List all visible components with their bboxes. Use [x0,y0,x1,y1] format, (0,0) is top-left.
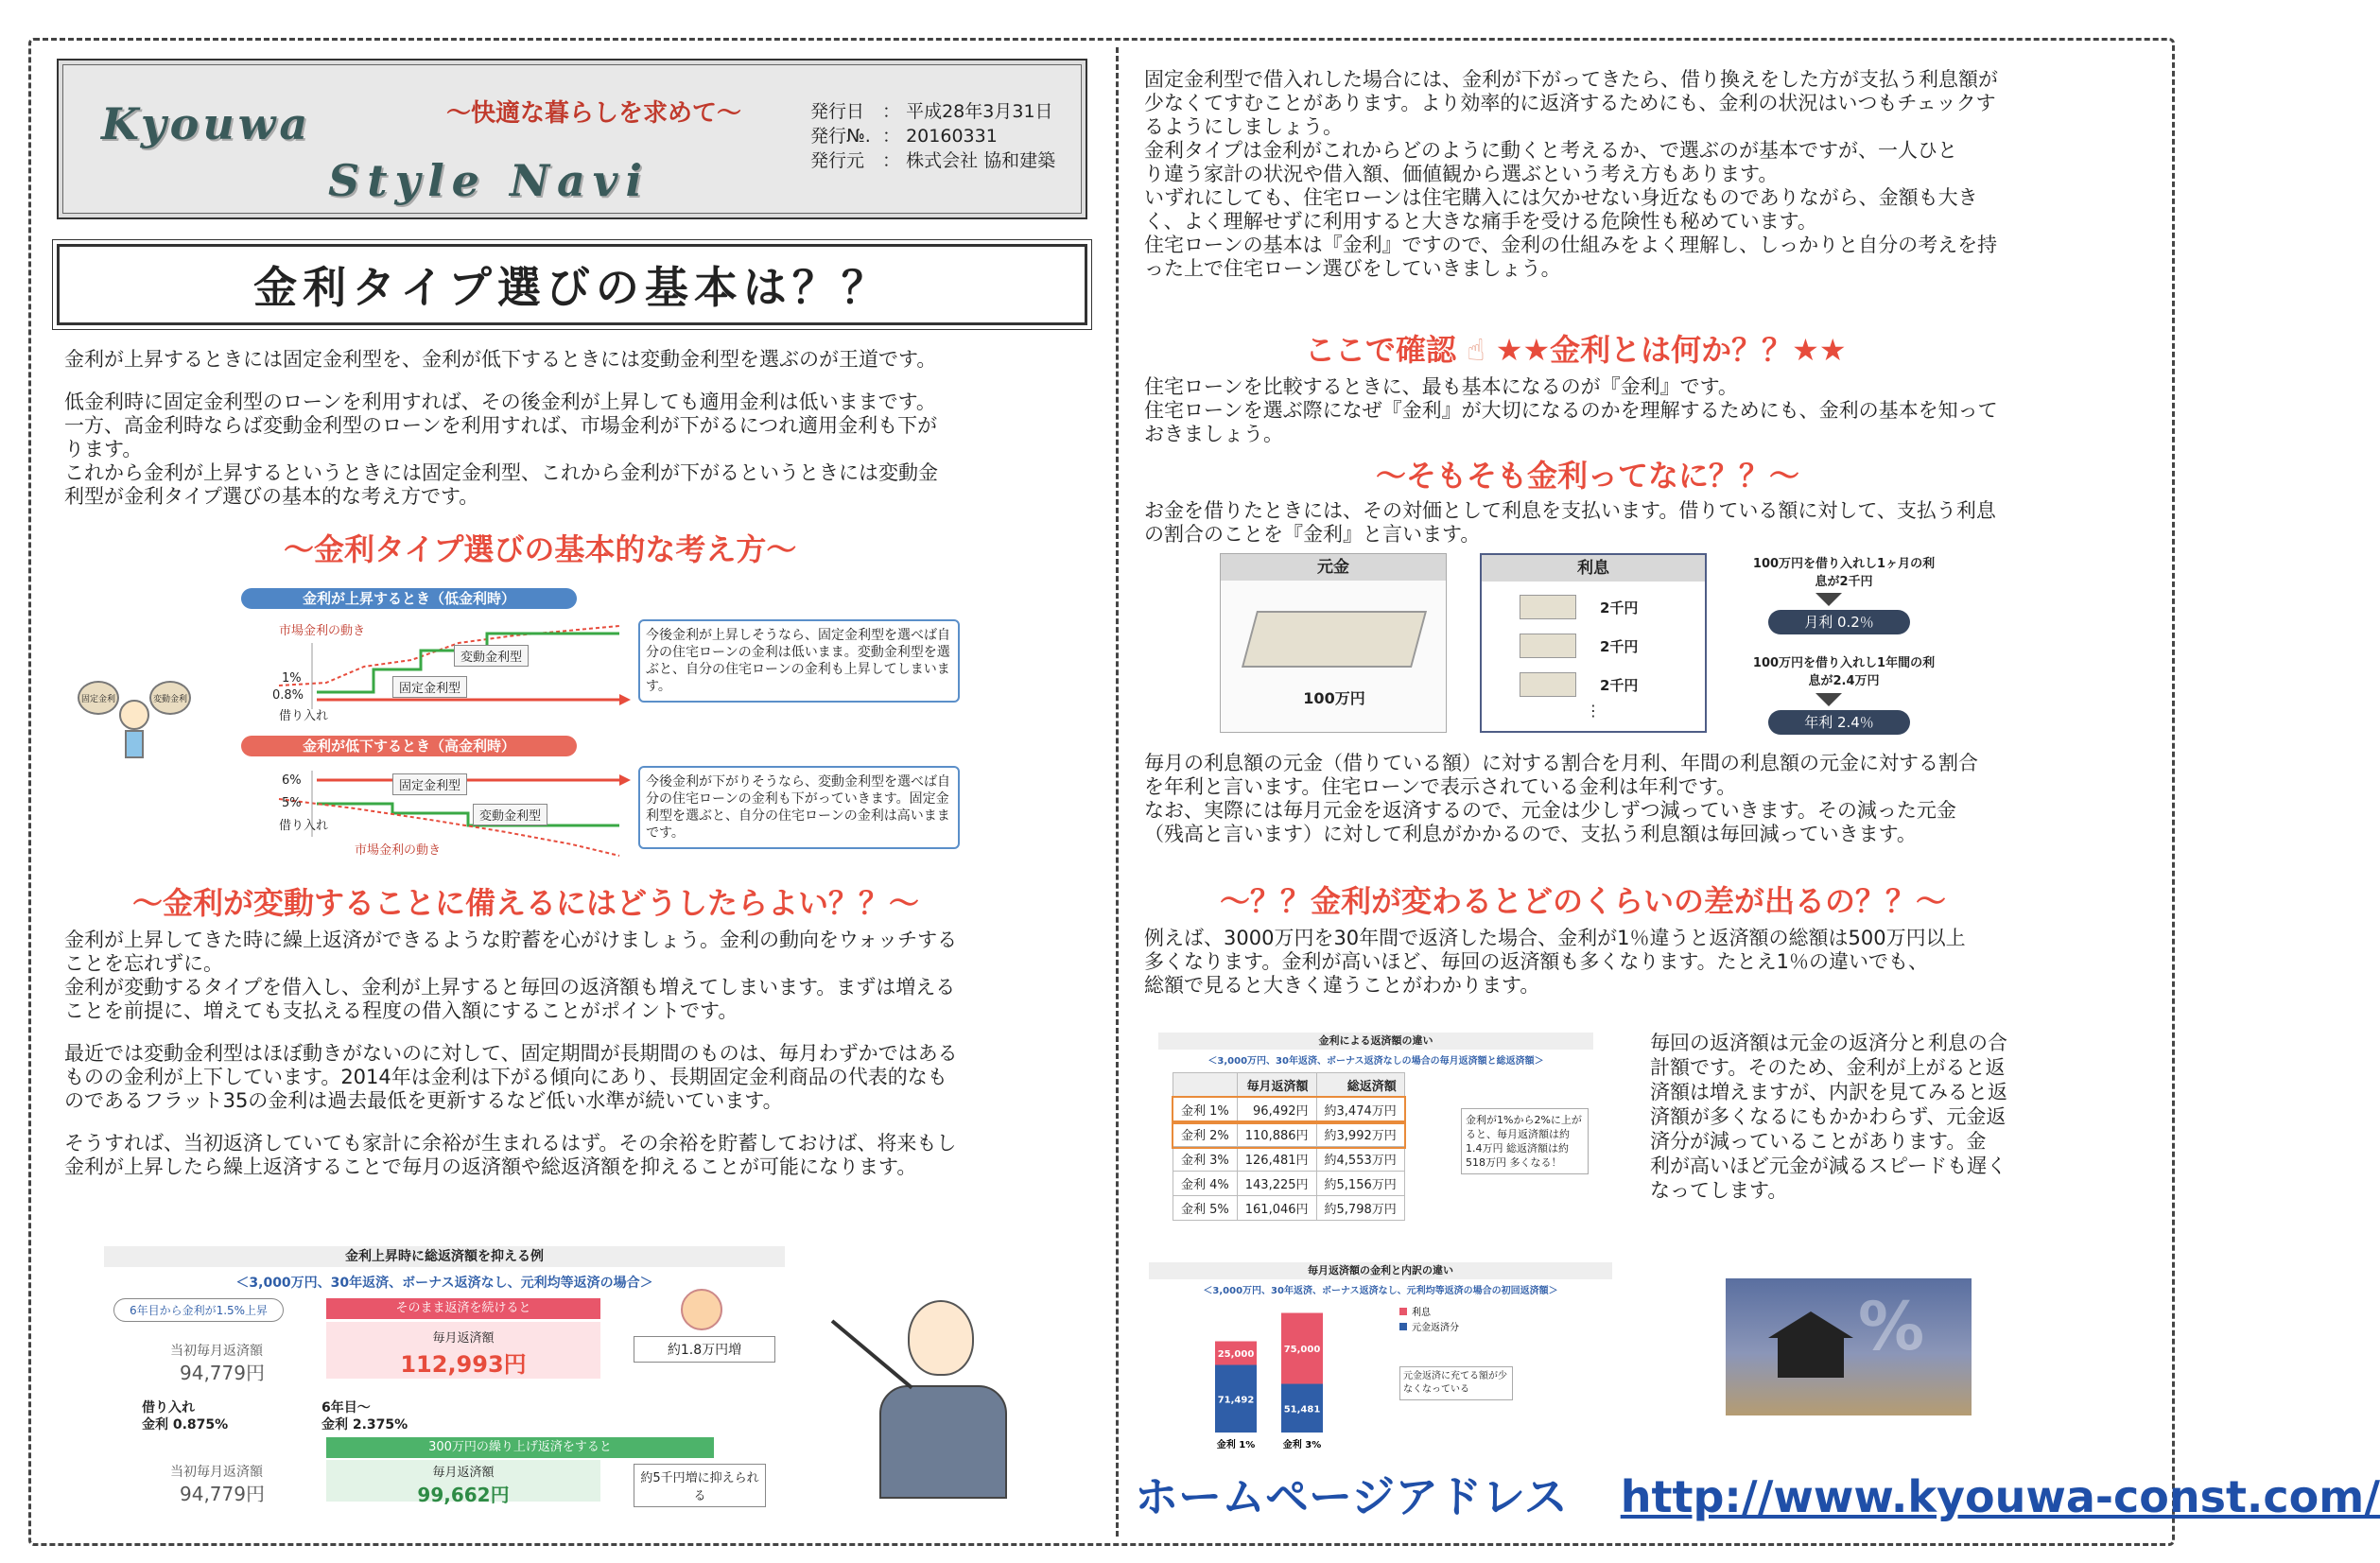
paragraph: いずれにしても、住宅ローンは住宅購入には欠かせない身近なものでありながら、金額も大き [1144,186,1978,209]
section-title-difference: ～？？金利が変わるとどのくらいの差が出るの？？～ [1220,883,1947,919]
paragraph: なお、実際には毎月元金を返済するので、元金は少しずつ減っていきます。その減った元金 [1144,799,1956,822]
paragraph: 利型が金利タイプ選びの基本的な考え方です。 [64,485,479,508]
paragraph: 済分が減っていることがあります。金 [1650,1130,1987,1153]
paragraph: く、よく理解せずに利用すると大きな痛手を受ける危険性も秘めています。 [1144,210,1817,233]
paragraph: ります。 [64,438,143,460]
table-cell: 金利 5% [1173,1196,1238,1221]
rise-fixed-label: 固定金利型 [392,676,467,698]
fall-6pct: 6% [282,773,302,788]
monthly-rate: 月利 0.2％ [1768,610,1910,634]
table-cell: 126,481円 [1237,1147,1316,1172]
left-body2 [64,929,1104,1179]
keep-diff: 約1.8万円増 [634,1336,775,1363]
interest-label: 利息 [1482,555,1705,582]
fall-5pct: 5% [282,796,302,810]
table-row [1173,1196,1405,1221]
table-header: 総返済額 [1316,1073,1404,1098]
right-intro [1144,68,2165,281]
logo-line1: Kyouwa [101,98,312,149]
table-row [1173,1098,1405,1122]
monthly-text: 100万円を借り入れし1ヶ月の利息が2千円 [1752,557,1936,589]
year6-rate: 金利 2.375% [321,1417,408,1433]
year6-label: 6年目～ [321,1400,371,1415]
rate-type-diagram [66,577,1012,860]
sec3-body2 [1144,752,2165,846]
businessman-icon [842,1300,1031,1508]
fall-note: 今後金利が下がりそうなら、変動金利型を選べば自分の住宅ローンの金利も下がっていきます。固定金利型を選ぶと、自分の住宅ローンの金利は高いままです。 [638,766,960,849]
table-cell: 金利 2% [1173,1122,1238,1147]
issue-meta: 発行日 ： 平成28年3月31日 発行№. ： 20160331 発行元 ： 株式会社 協和建築 [810,101,1056,171]
fall-borrow-label: 借り入れ [279,819,329,833]
table-cell: 110,886円 [1237,1122,1316,1147]
keep-value: 112,993円 [400,1351,527,1378]
section-title-basic: ～金利タイプ選びの基本的な考え方～ [284,531,797,567]
table-cell: 約3,474万円 [1316,1098,1404,1122]
table-cell: 金利 3% [1173,1147,1238,1172]
prepay-example [104,1246,785,1506]
left-intro [64,348,1095,509]
paragraph: のであるフラット35の金利は過去最低を更新するなど低い水準が続いています。 [64,1089,783,1112]
paragraph: った上で住宅ローン選びをしていきましょう。 [1144,257,1561,280]
rise-08pct: 0.8% [272,688,304,703]
chart-subtitle: ＜3,000万円、30年返済、ボーナス返済なし、元利均等返済の場合の初回返済額＞ [1203,1286,1558,1296]
banknote-stack-icon [1242,611,1427,668]
paragraph: 計額です。そのため、金利が上がると返 [1650,1056,2006,1079]
legend-label: 元金返済分 [1412,1323,1459,1333]
table-cell: 金利 4% [1173,1172,1238,1196]
house-icon [1778,1335,1844,1378]
confirm-title-a: ここで確認 [1305,332,1457,368]
legend-label: 利息 [1412,1308,1431,1318]
table-title: 金利による返済額の違い [1158,1033,1593,1050]
table-cell: 143,225円 [1237,1172,1316,1196]
paragraph: （残高と言います）に対して利息がかかるので、支払う利息額は毎回減っていきます。 [1144,823,1917,845]
table-note: 金利が1%から2%に上がると、毎月返済額は約1.4万円 総返済額は約518万円 多くなる！ [1461,1108,1589,1174]
main-title-box [57,244,1087,325]
table-cell: 161,046円 [1237,1196,1316,1221]
table-cell: 金利 1% [1173,1098,1238,1122]
yearly-text: 100万円を借り入れし1年間の利息が2.4万円 [1752,656,1936,688]
column-divider [1116,47,1119,1537]
sec3-body [1144,499,2165,547]
paragraph: 例えば、3000万円を30年間で返済した場合、金利が1％違うと返済額の総額は500万円以上 [1144,927,1966,949]
table-cell: 96,492円 [1237,1098,1316,1122]
paragraph: ことを前提に、増えても支払える程度の借入額にすることがポイントです。 [64,999,738,1022]
paragraph: 金利タイプは金利がこれからどのように動くと考えるか、で選ぶのが基本ですが、一人ひと [1144,139,1957,162]
confirm-body [1144,375,2165,446]
chart-title: 毎月返済額の金利と内訳の違い [1149,1262,1612,1279]
principal-label: 元金 [1221,554,1446,581]
paragraph: ものの金利が上下しています。2014年は金利は下がる傾向にあり、長期固定金利商品の代表的なも [64,1066,947,1088]
fall-variable-label: 変動金利型 [473,804,547,825]
paragraph: 金利が上昇してきた時に繰上返済ができるような貯蓄を心がけましょう。金利の動向をウォッチする [64,929,958,951]
prepay-diff: 約5千円増に抑えられる [634,1464,766,1507]
initial-label: 当初毎月返済額 [170,1344,263,1359]
initial-value: 94,779円 [180,1362,265,1384]
paragraph: 一方、高金利時ならば変動金利型のローンを利用すれば、市場金利が下がるにつれ適用金利も下が [64,414,938,437]
category-label: 金利 1% [1216,1440,1256,1450]
rise-borrow-label: 借り入れ [279,709,329,723]
sec4-body [1144,927,2165,998]
principal-value: 100万円 [1303,689,1365,707]
initial-value-2: 94,779円 [180,1483,265,1505]
paragraph: なってします。 [1650,1179,1788,1202]
house-photo [1726,1278,1972,1415]
table-cell: 約3,992万円 [1316,1122,1404,1147]
legend-swatch [1399,1323,1407,1330]
logo-line2: Style Navi [328,155,651,206]
paragraph: 利が高いほど元金が減るスピードも遅く [1650,1155,2007,1177]
main-title: 金利タイプ選びの基本は？？ [253,262,891,313]
bar-value-label: 75,000 [1283,1345,1321,1356]
monthly-label-2: 毎月返済額 [432,1466,495,1480]
table-cell: 約5,156万円 [1316,1172,1404,1196]
paragraph: 住宅ローンの基本は『金利』ですので、金利の仕組みをよく理解し、しっかりと自分の考えを持 [1144,234,1998,256]
bar-value-label: 51,481 [1283,1404,1321,1415]
table-header: 毎月返済額 [1237,1073,1316,1098]
section-title-prepare: ～金利が変動することに備えるにはどうしたらよい？？～ [132,885,920,921]
paragraph: 済額が多くなるにもかかわらず、元金返 [1650,1105,2006,1128]
section-title-whatis: ～そもそも金利ってなに？？～ [1376,458,1800,494]
paragraph: 最近では変動金利型はほぼ動きがないのに対して、固定期間が長期間のものは、毎月わずかではある [64,1042,958,1065]
example-title: 金利上昇時に総返済額を抑える例 [104,1246,785,1267]
paragraph: を年利と言います。住宅ローンで表示されている金利は年利です。 [1144,775,1737,798]
paragraph: 総額で見ると大きく違うことがわかります。 [1144,974,1540,997]
table-cell: 約4,553万円 [1316,1147,1404,1172]
confirm-title-b: ★★金利とは何か？？★★ [1495,332,1847,368]
paragraph: 済額は増えますが、内訳を見てみると返 [1650,1081,2007,1103]
interest-row: 2千円 [1600,599,1639,617]
interest-row: 2千円 [1600,638,1639,655]
website-footer [1135,1463,2380,1525]
repayment-breakdown-chart [1149,1262,1612,1461]
monthly-label: 毎月返済額 [432,1331,495,1346]
paragraph: そうすれば、当初返済していても家計に余裕が生まれるはず。その余裕を貯蓄しておけば、将来もし [64,1132,957,1155]
paragraph: これから金利が上昇するというときには固定金利型、これから金利が下がるというときには変動金 [64,461,938,484]
rise-1pct: 1% [282,671,302,686]
paragraph: おきましょう。 [1144,423,1283,445]
bag-right-label: 変動金利 [149,681,191,715]
borrow-label: 借り入れ [142,1400,195,1415]
bag-left-label: 固定金利 [78,681,119,715]
interest-row: 2千円 [1600,677,1639,694]
paragraph: 毎月の利息額の元金（借りている額）に対する割合を月利、年間の利息額の元金に対する割合 [1144,752,1978,774]
table-subtitle: ＜3,000万円、30年返済、ボーナス返済なしの場合の毎月返済額と総返済額＞ [1207,1056,1544,1067]
chart-note: 元金返済に充てる額が少なくなっている [1399,1366,1513,1400]
initial-label-2: 当初毎月返済額 [170,1465,263,1480]
paragraph: 低金利時に固定金利型のローンを利用すれば、その後金利が上昇しても適用金利は低いままです。 [64,391,936,413]
meta-label: 発行№. [810,126,871,147]
pointing-hand-icon: ☝ [1467,332,1485,368]
rate-table [1173,1072,1405,1221]
rise-header: 金利が上昇するとき（低金利時） [241,588,577,609]
borrow-rate: 金利 0.875% [142,1417,229,1433]
meta-label: 発行日 [810,101,865,122]
meta-value: 20160331 [906,126,998,147]
paragraph: 金利が上昇するときには固定金利型を、金利が低下するときには変動金利型を選ぶのが王道です。 [64,348,937,371]
paragraph: 住宅ローンを選ぶ際になぜ『金利』が大切になるのかを理解するためにも、金利の基本を知って [1144,399,1998,422]
rise-note: 今後金利が上昇しそうなら、固定金利型を選べば自分の住宅ローンの金利は低いまま。変動金利型を選ぶと、自分の住宅ローンの金利も上昇してしまいます。 [638,619,960,703]
fall-fixed-label: 固定金利型 [392,773,467,795]
legend-swatch [1399,1308,1407,1315]
table-cell: 約5,798万円 [1316,1196,1404,1221]
table-row [1173,1122,1405,1147]
fall-market-label: 市場金利の動き [355,843,442,858]
rise-variable-label: 変動金利型 [454,645,529,667]
worried-face-icon [681,1289,722,1330]
percent-icon: % [1858,1288,1925,1365]
yearly-rate: 年利 2.4％ [1768,710,1910,735]
table-row [1173,1172,1405,1196]
website-link[interactable]: http://www.kyouwa-const.com/ [1620,1471,2380,1522]
banknote-icon [1520,634,1576,658]
slogan: ～快適な暮らしを求めて～ [446,99,742,128]
masthead [57,59,1087,219]
paragraph: ことを忘れずに。 [64,952,223,975]
mascot-icon [78,671,191,785]
meta-value: 株式会社 協和建築 [906,150,1056,171]
side-text [1650,1031,2085,1203]
bar-value-label: 25,000 [1217,1349,1255,1361]
paragraph: 少なくてすむことがあります。より効率的に返済するためにも、金利の状況はいつもチェックす [1144,92,1996,114]
banknote-icon [1520,672,1576,697]
table-header [1173,1073,1238,1098]
meta-label: 発行元 [810,150,865,171]
rate-rise-bubble: 6年目から金利が1.5%上昇 [113,1298,284,1322]
stacked-bar-svg [1149,1300,1612,1461]
paragraph: 固定金利型で借入れした場合には、金利が下がってきたら、借り換えをした方が支払う利息額が [1144,68,1998,91]
keep-header: そのまま返済を続けると [326,1298,600,1319]
prepay-value: 99,662円 [417,1484,510,1506]
paragraph: の割合のことを『金利』と言います。 [1144,523,1481,546]
banknote-icon [1520,595,1576,619]
bar-value-label: 71,492 [1217,1395,1255,1406]
example-subtitle: ＜3,000万円、30年返済、ボーナス返済なし、元利均等返済の場合＞ [235,1276,653,1291]
paragraph: 毎回の返済額は元金の返済分と利息の合 [1650,1032,2007,1054]
paragraph: 多くなります。金利が高いほど、毎回の返済額も多くなります。たとえ1％の違いでも、 [1144,950,1928,973]
url-label: ホームページアドレス [1135,1471,1568,1522]
paragraph: り違う家計の状況や借入額、価値観から選ぶという考え方もあります。 [1144,163,1779,185]
rate-table-figure [1158,1033,1593,1217]
paragraph: お金を借りたときには、その対価として利息を支払います。借りている額に対して、支払う利息 [1144,499,1996,522]
paragraph: 住宅ローンを比較するときに、最も基本になるのが『金利』です。 [1144,375,1738,398]
rise-market-label: 市場金利の動き [279,624,366,638]
confirm-title [1305,326,1847,370]
category-label: 金利 3% [1282,1440,1322,1450]
meta-value: 平成28年3月31日 [906,101,1053,122]
paragraph: 金利が変動するタイプを借入し、金利が上昇すると毎回の返済額も増えてしまいます。まずは増える [64,976,956,999]
paragraph: るようにしましょう。 [1144,115,1343,138]
fall-header: 金利が低下するとき（高金利時） [241,736,577,756]
paragraph: 金利が上昇したら繰上返済することで毎月の返済額や総返済額を抑えることが可能になります。 [64,1155,917,1178]
table-row [1173,1147,1405,1172]
interest-figure: 元金 100万円 利息 2千円 2千円 2千円 ⋮ 100万円を借り入れし1ヶ月の利息が2千円 月利 0.2％ 100万円を借り入れし1年間の利息が2.4万円 年利 2.4％ [1220,553,1938,742]
prepay-header: 300万円の繰り上げ返済をすると [326,1437,714,1458]
